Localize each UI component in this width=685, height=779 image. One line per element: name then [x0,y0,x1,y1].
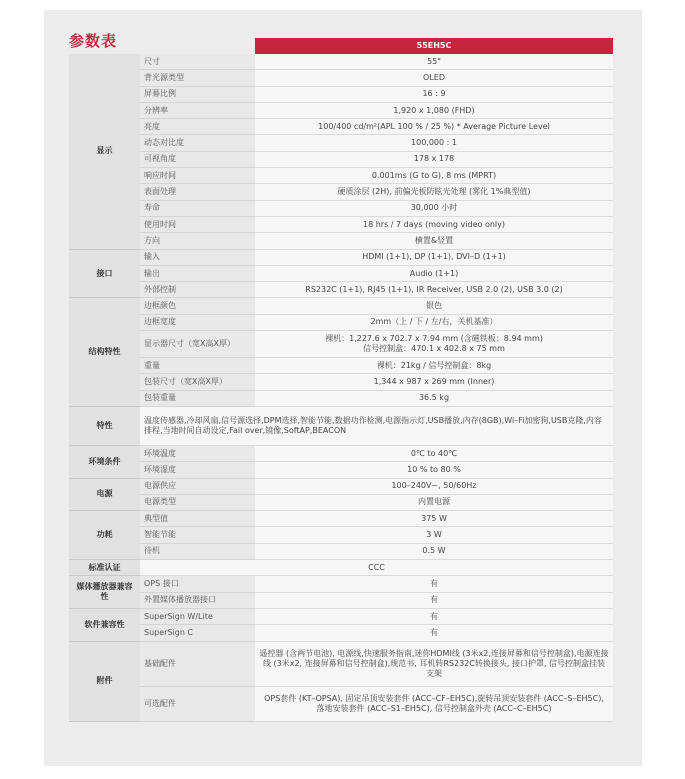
page-title: 参数表 [69,32,118,50]
row-label: 可选配件 [140,686,255,721]
category-display: 显示 [69,54,140,249]
category-media-player: 媒体播放器兼容性 [69,576,140,609]
table-row [69,298,613,314]
row-label: 包装重量 [140,390,255,406]
category-accessories: 附件 [69,641,140,721]
row-label: 表面处理 [140,184,255,200]
row-value: 横置&竖置 [255,233,613,249]
row-value [255,331,613,358]
table-row [69,216,613,232]
row-value: HDMI (1+1), DP (1+1), DVI–D (1+1) [255,249,613,265]
table-row [69,374,613,390]
table-row [69,494,613,510]
table-row [69,462,613,478]
row-label: 包装尺寸（宽X高X厚） [140,374,255,390]
table-row [69,608,613,624]
category-environment: 环境条件 [69,445,140,478]
row-value-line: 信号控制盒：470.1 x 402.8 x 75 mm [363,344,505,354]
row-label: OPS 接口 [140,576,255,592]
row-value: 100,000 : 1 [255,135,613,151]
category-software: 软件兼容性 [69,608,140,641]
row-label: SuperSign C [140,625,255,641]
row-value: 1,920 x 1,080 (FHD) [255,102,613,118]
table-row [69,478,613,494]
table-row [69,390,613,406]
table-row [69,102,613,118]
table-row [69,592,613,608]
row-value: 36.5 kg [255,390,613,406]
row-value: 银色 [255,298,613,314]
row-value: 0.001ms (G to G), 8 ms (MPRT) [255,168,613,184]
row-label: SuperSign W/Lite [140,608,255,624]
row-label: 智能节能 [140,527,255,543]
row-value: CCC [140,560,613,576]
row-value: 0.5 W [255,543,613,559]
row-label: 可视角度 [140,151,255,167]
row-value: 1,344 x 987 x 269 mm (Inner) [255,374,613,390]
model-header: 55EH5C [255,38,613,54]
row-label: 响应时间 [140,168,255,184]
row-label: 环境温度 [140,445,255,461]
header-blank [69,38,255,54]
row-label: 边框宽度 [140,314,255,330]
row-label: 环境湿度 [140,462,255,478]
table-row [69,686,613,721]
row-label: 外部控制 [140,282,255,298]
row-value: 有 [255,592,613,608]
table-row [69,184,613,200]
row-label: 背光源类型 [140,70,255,86]
row-label: 外置媒体播放器接口 [140,592,255,608]
row-label: 方向 [140,233,255,249]
table-row [69,168,613,184]
row-value: 内置电源 [255,494,613,510]
row-value: 30,000 小时 [255,200,613,216]
row-label: 尺寸 [140,54,255,70]
table-row [69,511,613,527]
row-value: 100/400 cd/m²(APL 100 % / 25 %) * Average Picture Level [255,119,613,135]
spec-table [69,38,613,722]
category-interface: 接口 [69,249,140,298]
row-value: 有 [255,608,613,624]
row-label: 寿命 [140,200,255,216]
category-consumption: 功耗 [69,511,140,560]
row-value: 有 [255,625,613,641]
table-row [69,543,613,559]
row-label: 电源供应 [140,478,255,494]
row-value: 2mm（上 / 下 / 左/右，关机基准） [255,314,613,330]
row-label: 边框颜色 [140,298,255,314]
row-label: 基础配件 [140,641,255,686]
table-row [69,200,613,216]
row-label: 重量 [140,358,255,374]
table-row [69,406,613,445]
category-power: 电源 [69,478,140,511]
row-value: 裸机：21kg / 信号控制盒：8kg [255,358,613,374]
row-label: 输出 [140,265,255,281]
row-value: RS232C (1+1), RJ45 (1+1), IR Receiver, USB 2.0 (2), USB 3.0 (2) [255,282,613,298]
row-label: 待机 [140,543,255,559]
category-structure: 结构特性 [69,298,140,406]
table-row [69,249,613,265]
row-value: 55" [255,54,613,70]
row-value: 硬质涂层 (2H), 前偏光板防眩光处理 (雾化 1%典型值) [255,184,613,200]
row-value: 遥控器 (含两节电池), 电源线,快速服务指南,迷你HDMI线 (3米x2,连接屏幕和信号控制盒),电源连接线 (3米x2, 连接屏幕和信号控制盒),规范书, 耳机转RS232C转换接头, 接口护罩, 信号控制盒挂装支架 [255,641,613,686]
table-row [69,641,613,686]
row-label: 屏幕比例 [140,86,255,102]
row-value: 16 : 9 [255,86,613,102]
table-row [69,70,613,86]
row-value: 0℃ to 40℃ [255,445,613,461]
row-value-line: 裸机：1,227.6 x 702.7 x 7.94 mm (含磁铁板：8.94 mm) [325,334,543,344]
row-value: 3 W [255,527,613,543]
row-label: 典型值 [140,511,255,527]
table-row [69,560,613,576]
table-row [69,358,613,374]
table-row [69,265,613,281]
table-row [69,445,613,461]
table-row [69,331,613,358]
row-value: Audio (1+1) [255,265,613,281]
row-value: OLED [255,70,613,86]
table-row [69,135,613,151]
row-value: 375 W [255,511,613,527]
table-row [69,576,613,592]
table-row [69,282,613,298]
row-label: 亮度 [140,119,255,135]
row-label: 分辨率 [140,102,255,118]
row-value: 178 x 178 [255,151,613,167]
row-label: 电源类型 [140,494,255,510]
row-value: 100–240V~, 50/60Hz [255,478,613,494]
table-row [69,54,613,70]
row-label: 显示器尺寸（宽X高X厚） [140,331,255,358]
category-certification: 标准认证 [69,560,140,576]
row-label: 使用时间 [140,216,255,232]
table-row [69,86,613,102]
row-value: 10 % to 80 % [255,462,613,478]
row-value: OPS套件 (KT–OPSA), 固定吊顶安装套件 (ACC–CF–EH5C),旋转吊顶安装套件 (ACC–S–EH5C), 落地安装套件 (ACC–S1–EH5C), 信号控制盒外壳 (ACC–C–EH5C) [255,686,613,721]
table-row [69,151,613,167]
category-features: 特性 [69,406,140,445]
table-row [69,314,613,330]
row-value: 18 hrs / 7 days (moving video only) [255,216,613,232]
table-row [69,527,613,543]
table-row [69,119,613,135]
row-value: 有 [255,576,613,592]
table-row [69,625,613,641]
table-row [69,233,613,249]
row-label: 动态对比度 [140,135,255,151]
row-label: 输入 [140,249,255,265]
row-value: 温度传感器,冷却风扇,信号源选择,DPM选择,智能节能,数据功作检测,电源指示灯,USB播放,内存(8GB),Wi–Fi加密狗,USB克隆,内容排程,当地时间自动设定,Fail over,镜像,SoftAP,BEACON [140,406,613,445]
